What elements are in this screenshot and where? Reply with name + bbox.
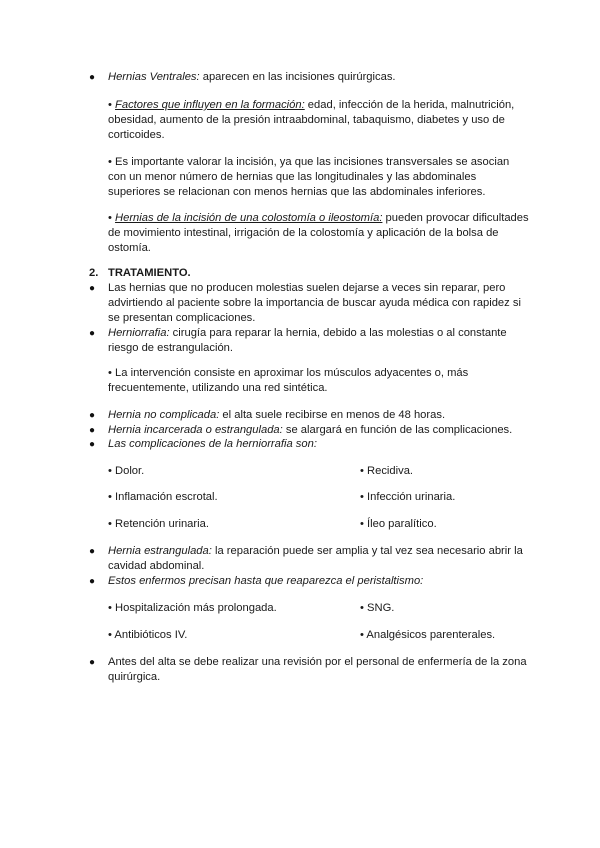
- ostomia-label: Hernias de la incisión de una colostomía o ileostomía:: [115, 212, 383, 224]
- complicacion-item: • Íleo paralítico.: [360, 518, 437, 530]
- no-complicada-text: el alta suele recibirse en menos de 48 horas.: [219, 409, 446, 421]
- estrangulada-label: Hernia estrangulada:: [108, 545, 212, 557]
- estrangulada-text: la reparación puede ser amplia y tal vez sea necesario abrir la cavidad abdominal.: [108, 545, 523, 572]
- bullet-icon: ●: [89, 546, 96, 557]
- incarcerada-item: [108, 423, 528, 438]
- cuidado-item: • Analgésicos parenterales.: [360, 629, 496, 641]
- hernias-ventrales-item: [108, 70, 528, 85]
- bullet-icon: ●: [89, 425, 96, 436]
- ostomia-paragraph: [108, 211, 530, 256]
- section-title: TRATAMIENTO.: [108, 267, 191, 279]
- complicacion-item: • Retención urinaria.: [108, 518, 209, 530]
- cuidado-item: • Hospitalización más prolongada.: [108, 602, 277, 614]
- bullet-icon: ●: [89, 328, 96, 339]
- complicacion-item: • Recidiva.: [360, 465, 414, 477]
- complicacion-item: • Infección urinaria.: [360, 491, 456, 503]
- bullet-icon: ●: [89, 576, 96, 587]
- ostomia-text: pueden provocar dificultades de movimiento intestinal, irrigación de la colostomía y aplicación de la bolsa de ostomía.: [108, 212, 529, 254]
- hernias-ventrales-text: aparecen en las incisiones quirúrgicas.: [199, 71, 396, 83]
- sin-reparar-paragraph: Las hernias que no producen molestias suelen dejarse a veces sin reparar, pero advirtiendo al paciente sobre la importancia de buscar ayuda médica con rapidez si se presentan complicaciones.: [108, 282, 521, 324]
- section-number: 2.: [89, 267, 99, 279]
- estrangulada-item: [108, 544, 530, 574]
- bullet-icon: ●: [89, 283, 96, 294]
- cuidado-item: • SNG.: [360, 602, 395, 614]
- complicaciones-title: Las complicaciones de la herniorrafia son:: [108, 438, 317, 450]
- factores-paragraph: [108, 98, 528, 143]
- herniorrafia-text: cirugía para reparar la hernia, debido a las molestias o al constante riesgo de estrangulación.: [108, 327, 507, 354]
- complicacion-item: • Inflamación escrotal.: [108, 491, 218, 503]
- complicacion-item: • Dolor.: [108, 465, 145, 477]
- no-complicada-label: Hernia no complicada:: [108, 409, 220, 421]
- alta-paragraph: Antes del alta se debe realizar una revisión por el personal de enfermería de la zona quirúrgica.: [108, 656, 527, 683]
- factores-text: edad, infección de la herida, malnutrición, obesidad, aumento de la presión intraabdominal, tabaquismo, diabetes y uso de corticoides.: [108, 99, 515, 141]
- incarcerada-label: Hernia incarcerada o estrangulada:: [108, 424, 283, 436]
- no-complicada-item: [108, 408, 528, 423]
- hernias-ventrales-label: Hernias Ventrales:: [108, 71, 200, 83]
- herniorrafia-item: [108, 326, 528, 356]
- factores-label: Factores que influyen en la formación:: [115, 99, 305, 111]
- bullet-icon: ●: [89, 410, 96, 421]
- sub-bullet: •: [108, 99, 116, 111]
- peristaltismo-title: Estos enfermos precisan hasta que reaparezca el peristaltismo:: [108, 575, 424, 587]
- bullet-icon: ●: [89, 439, 96, 450]
- sub-bullet: •: [108, 212, 116, 224]
- incarcerada-text: se alargará en función de las complicaciones.: [282, 424, 513, 436]
- intervencion-paragraph: • La intervención consiste en aproximar los músculos adyacentes o, más frecuentemente, utilizando una red sintética.: [108, 367, 469, 394]
- cuidado-item: • Antibióticos IV.: [108, 629, 188, 641]
- bullet-icon: ●: [89, 657, 96, 668]
- valorar-incision-paragraph: • Es importante valorar la incisión, ya que las incisiones transversales se asocian con un menor número de hernias que las longitudinales y las abdominales superiores se relacionan con menos hernias que las abdominales inferiores.: [108, 156, 510, 198]
- bullet-icon: ●: [89, 72, 96, 83]
- herniorrafia-label: Herniorrafia:: [108, 327, 170, 339]
